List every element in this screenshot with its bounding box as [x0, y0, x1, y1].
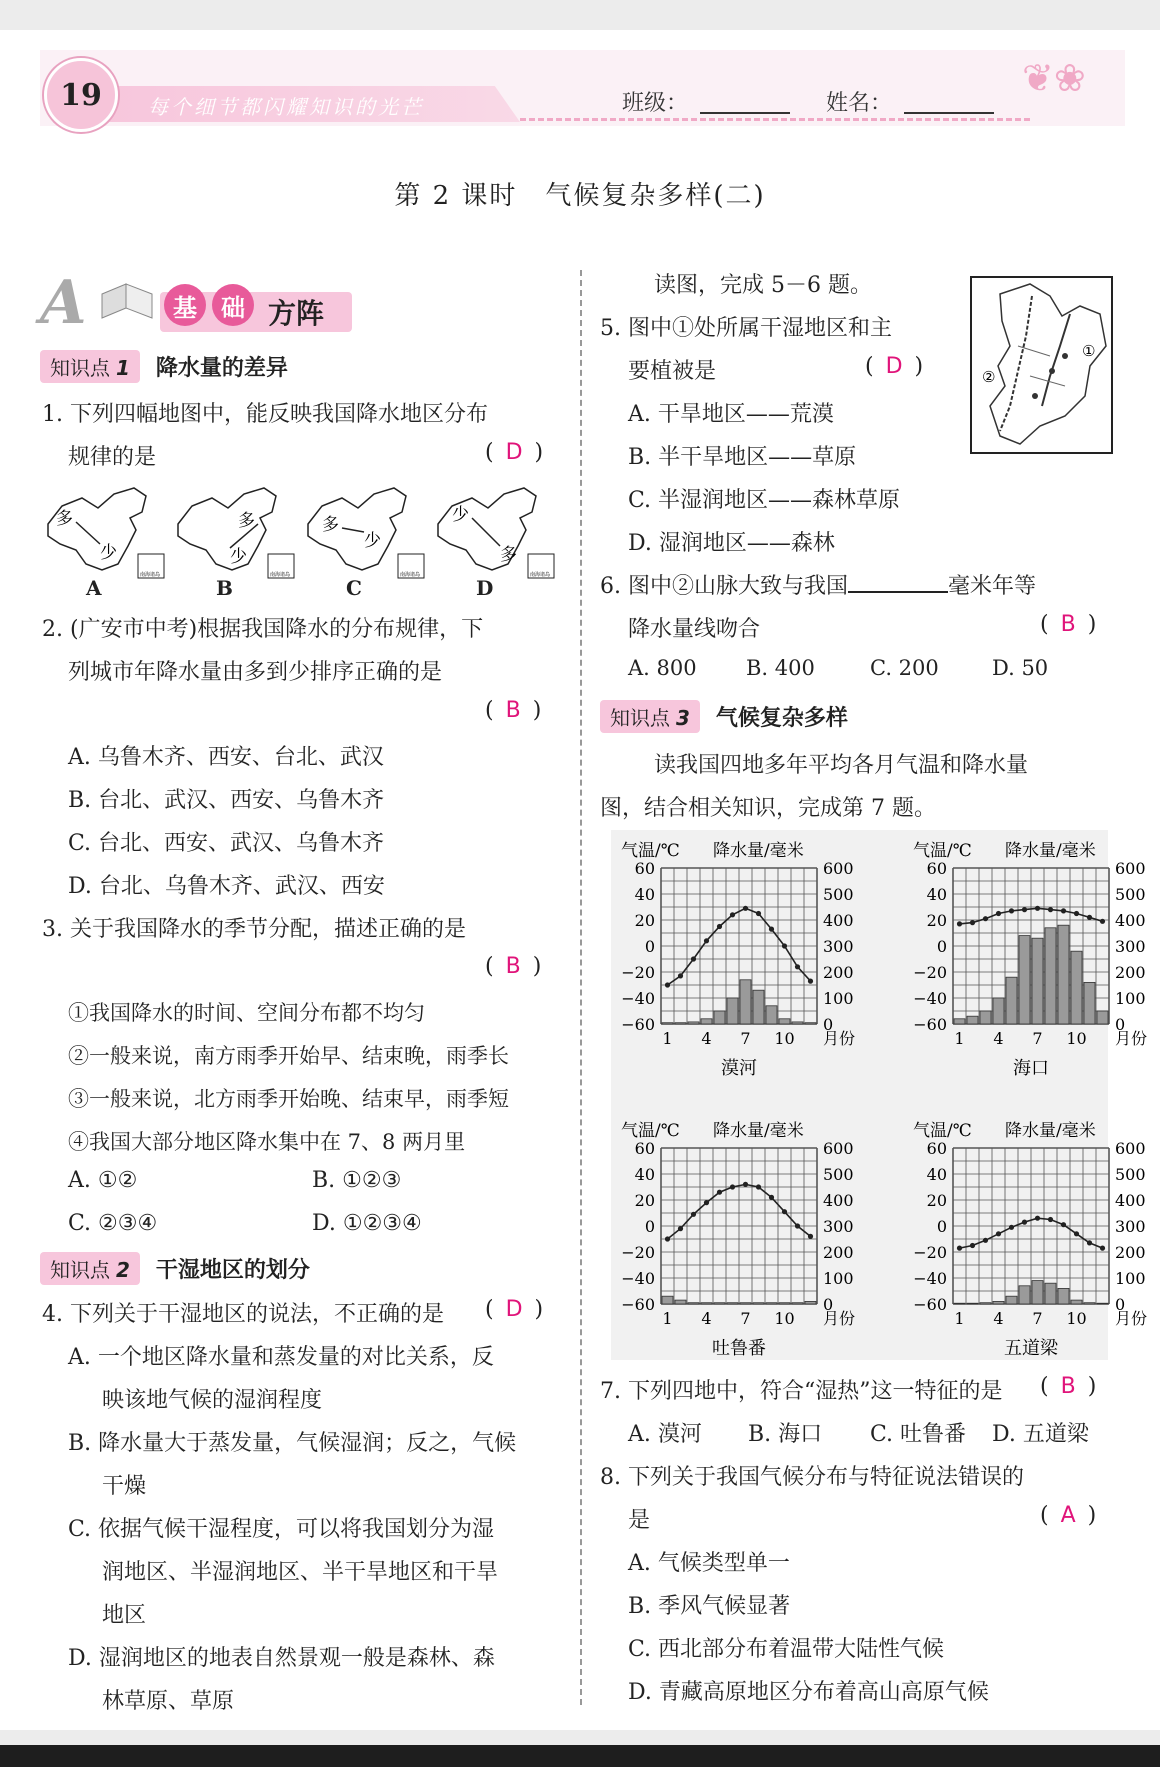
temperature-axis-title: 气温/℃ — [913, 841, 972, 861]
temperature-tick-label: −40 — [913, 1269, 947, 1288]
q1-map-label: D — [476, 576, 494, 600]
precipitation-bar — [1032, 938, 1043, 1024]
temperature-point — [730, 912, 735, 917]
precipitation-tick-label: 500 — [823, 1165, 854, 1184]
temperature-point — [983, 916, 988, 921]
q5-stem-2: 要植被是 — [628, 359, 717, 384]
q2-option-d: D. 台北、乌鲁木齐、武汉、西安 — [68, 874, 385, 899]
temperature-point — [717, 1190, 722, 1195]
month-tick-label: 7 — [740, 1309, 751, 1328]
q3-answer-value: B — [505, 954, 521, 979]
temperature-point — [957, 1246, 962, 1251]
precipitation-tick-label: 400 — [1115, 1191, 1146, 1210]
temperature-tick-label: −20 — [913, 963, 947, 982]
month-tick-label: 10 — [1066, 1309, 1087, 1328]
temperature-point — [1087, 1240, 1092, 1245]
q4-option-d: D. 湿润地区的地表自然景观一般是森林、森 — [68, 1646, 495, 1671]
q4-option-b: B. 降水量大于蒸发量，气候湿润；反之，气候 — [68, 1431, 517, 1456]
header-slogan: 每个细节都闪耀知识的光芒 — [148, 95, 424, 119]
q3-answer: ( B ) — [485, 954, 542, 979]
q3-statement-4: ④我国大部分地区降水集中在 7、8 两月里 — [68, 1130, 466, 1154]
q1-stem: 1. 下列四幅地图中，能反映我国降水地区分布 — [42, 402, 488, 427]
q2-answer: ( B ) — [485, 698, 542, 723]
temperature-point — [769, 1195, 774, 1200]
map-mark-1: ① — [1082, 342, 1096, 360]
precipitation-tick-label: 400 — [823, 911, 854, 930]
temperature-point — [743, 906, 748, 911]
q2-stem-2: 列城市年降水量由多到少排序正确的是 — [68, 660, 443, 685]
kp-tag-text: 知识点 — [50, 355, 110, 380]
chart-title: 五道梁 — [1004, 1338, 1058, 1359]
q3-statement-3: ③一般来说，北方雨季开始晚、结束早，雨季短 — [68, 1087, 509, 1111]
q1-answer: ( D ) — [485, 440, 544, 465]
precipitation-bar — [1084, 1303, 1095, 1304]
temperature-axis-title: 气温/℃ — [621, 841, 680, 861]
q1-stem-2: 规律的是 — [68, 445, 157, 470]
q8-option-a: A. 气候类型单一 — [628, 1551, 790, 1576]
precipitation-tick-label: 400 — [823, 1191, 854, 1210]
temperature-point — [996, 911, 1001, 916]
precipitation-bar — [675, 1300, 686, 1304]
q4-answer: ( D ) — [485, 1297, 544, 1322]
temperature-point — [1022, 907, 1027, 912]
temperature-tick-label: 0 — [936, 1217, 947, 1236]
precipitation-tick-label: 100 — [823, 989, 854, 1008]
precipitation-tick-label: 100 — [1115, 989, 1146, 1008]
q7-intro-2: 图，结合相关知识，完成第 7 题。 — [600, 796, 936, 821]
month-tick-label: 4 — [701, 1309, 712, 1328]
precipitation-bar — [967, 1303, 978, 1304]
chart-title: 漠河 — [721, 1058, 757, 1079]
q5-option-b: B. 半干旱地区——草原 — [628, 445, 857, 470]
precipitation-bar — [662, 1023, 673, 1024]
temperature-point — [665, 1236, 670, 1241]
temperature-point — [1048, 1217, 1053, 1222]
temperature-point — [970, 1243, 975, 1248]
map-text-start: 多 — [322, 515, 339, 535]
temperature-point — [756, 911, 761, 916]
q4-option-c-cont: 润地区、半湿润地区、半干旱地区和干旱 — [102, 1560, 499, 1585]
temperature-tick-label: −60 — [913, 1015, 947, 1034]
month-tick-label: 7 — [1032, 1029, 1043, 1048]
temperature-tick-label: −20 — [621, 963, 655, 982]
q6-stem-b: 毫米年等 — [947, 574, 1036, 599]
precipitation-tick-label: 0 — [1115, 1295, 1126, 1314]
precipitation-bar — [740, 980, 751, 1024]
precipitation-bar — [675, 1023, 686, 1024]
precipitation-bar — [727, 1303, 738, 1304]
temperature-point — [1074, 911, 1079, 916]
q1-map-label: C — [346, 576, 362, 600]
temperature-point — [1087, 915, 1092, 920]
precipitation-tick-label: 0 — [823, 1295, 834, 1314]
temperature-tick-label: 20 — [634, 1191, 655, 1210]
q4-stem: 4. 下列关于干湿地区的说法，不正确的是 — [42, 1302, 444, 1327]
precipitation-tick-label: 400 — [1115, 911, 1146, 930]
precipitation-bar — [1019, 936, 1030, 1024]
kp-title: 干湿地区的划分 — [155, 1257, 310, 1283]
month-tick-label: 7 — [1032, 1309, 1043, 1328]
q4-option-a: A. 一个地区降水量和蒸发量的对比关系，反 — [68, 1345, 494, 1370]
q6-answer: ( B ) — [1040, 612, 1097, 637]
temperature-tick-label: 40 — [926, 885, 947, 904]
precipitation-bar — [980, 1303, 991, 1304]
precipitation-bar — [779, 1019, 790, 1024]
q5-option-d: D. 湿润地区——森林 — [628, 531, 835, 556]
precipitation-tick-label: 0 — [1115, 1015, 1126, 1034]
inset-label: 南海诸岛 — [530, 572, 551, 578]
temperature-tick-label: 0 — [644, 937, 655, 956]
temperature-point — [1035, 1216, 1040, 1221]
precipitation-bar — [1006, 977, 1017, 1024]
temperature-point — [1035, 906, 1040, 911]
kp-tag-text: 知识点 — [50, 1257, 110, 1282]
chart-title: 海口 — [1013, 1058, 1049, 1079]
q7-answer: ( B ) — [1040, 1374, 1097, 1399]
map-text-end: 少 — [230, 547, 247, 567]
q4-option-a-cont: 映该地气候的湿润程度 — [102, 1388, 323, 1413]
kp-num: 1 — [116, 355, 130, 380]
temperature-tick-label: −40 — [621, 989, 655, 1008]
temperature-tick-label: 0 — [644, 1217, 655, 1236]
map-text-start: 多 — [56, 509, 73, 529]
temperature-point — [1048, 907, 1053, 912]
precipitation-bar — [1006, 1296, 1017, 1304]
q7-option-d: D. 五道梁 — [992, 1422, 1089, 1447]
q5-option-a: A. 干旱地区——荒漠 — [628, 402, 834, 427]
precipitation-bar — [1058, 925, 1069, 1024]
page-number-badge: 19 — [44, 58, 118, 132]
q2-answer-value: B — [505, 698, 521, 723]
temperature-point — [1100, 919, 1105, 924]
precipitation-axis-title: 降水量/毫米 — [1005, 841, 1096, 861]
q7-option-a: A. 漠河 — [628, 1422, 702, 1447]
precipitation-tick-label: 600 — [823, 859, 854, 878]
logo-char-2: 础 — [212, 284, 254, 326]
q4-option-d-cont: 林草原、草原 — [102, 1689, 235, 1714]
precipitation-tick-label: 0 — [823, 1015, 834, 1034]
q8-option-d: D. 青藏高原地区分布着高山高原气候 — [628, 1680, 989, 1705]
temperature-point — [717, 924, 722, 929]
precipitation-tick-label: 500 — [1115, 1165, 1146, 1184]
q6-option-b: B. 400 — [746, 656, 815, 680]
kp-title: 气候复杂多样 — [715, 705, 848, 731]
q8-answer-value: A — [1060, 1503, 1076, 1528]
precipitation-tick-label: 200 — [823, 1243, 854, 1262]
logo-char-1: 基 — [164, 284, 206, 326]
temperature-point — [957, 921, 962, 926]
precipitation-bar — [662, 1296, 673, 1304]
temperature-tick-label: −20 — [621, 1243, 655, 1262]
precipitation-bar — [701, 1019, 712, 1024]
inset-label: 南海诸岛 — [140, 572, 161, 578]
precipitation-bar — [980, 1011, 991, 1024]
q7-option-b: B. 海口 — [748, 1422, 823, 1447]
q7-stem: 7. 下列四地中，符合“湿热”这一特征的是 — [600, 1379, 1003, 1404]
q3-statement-1: ①我国降水的时间、空间分布都不均匀 — [68, 1001, 425, 1025]
precipitation-tick-label: 600 — [1115, 1139, 1146, 1158]
map-text-end: 少 — [364, 531, 381, 551]
temperature-point — [996, 1231, 1001, 1236]
q6-stem-a: 6. 图中②山脉大致与我国 — [600, 574, 848, 599]
x-axis-label: 月份 — [823, 1029, 856, 1048]
temperature-point — [795, 1223, 800, 1228]
precipitation-axis-title: 降水量/毫米 — [713, 841, 804, 861]
q8-option-b: B. 季风气候显著 — [628, 1594, 791, 1619]
temperature-point — [1009, 1225, 1014, 1230]
q5-answer-value: D — [885, 354, 903, 379]
precipitation-bar — [1032, 1281, 1043, 1304]
q2-stem: 2. (广安市中考)根据我国降水的分布规律，下 — [42, 617, 484, 642]
temperature-point — [1061, 1222, 1066, 1227]
temperature-tick-label: 40 — [634, 1165, 655, 1184]
precipitation-tick-label: 100 — [823, 1269, 854, 1288]
precipitation-tick-label: 600 — [1115, 859, 1146, 878]
precipitation-bar — [792, 1303, 803, 1304]
month-tick-label: 4 — [701, 1029, 712, 1048]
q3-statement-2: ②一般来说，南方雨季开始早、结束晚，雨季长 — [68, 1044, 509, 1068]
q2-option-c: C. 台北、西安、武汉、乌鲁木齐 — [68, 831, 385, 856]
logo-letter: A — [40, 268, 87, 338]
q5-option-c: C. 半湿润地区——森林草原 — [628, 488, 901, 513]
q3-option-c: C. ②③④ — [68, 1211, 158, 1236]
q5-intro: 读图，完成 5－6 题。 — [654, 273, 872, 298]
flourish-ornament-icon: ❦❀ — [1022, 56, 1086, 100]
q7-answer-value: B — [1060, 1374, 1076, 1399]
precipitation-bar — [1045, 1283, 1056, 1304]
q6-answer-value: B — [1060, 612, 1076, 637]
precipitation-tick-label: 100 — [1115, 1269, 1146, 1288]
map-text-end: 多 — [500, 545, 517, 565]
precipitation-tick-label: 300 — [823, 937, 854, 956]
precipitation-bar — [993, 998, 1004, 1024]
q7-option-c: C. 吐鲁番 — [870, 1422, 967, 1447]
precipitation-bar — [727, 998, 738, 1024]
map-mark-2: ② — [982, 368, 996, 386]
month-tick-label: 1 — [954, 1029, 965, 1048]
month-tick-label: 7 — [740, 1029, 751, 1048]
q2-option-a: A. 乌鲁木齐、西安、台北、武汉 — [68, 745, 384, 770]
temperature-point — [743, 1182, 748, 1187]
precipitation-bar — [967, 1016, 978, 1024]
temperature-point — [808, 979, 813, 984]
q6-option-d: D. 50 — [992, 656, 1049, 680]
temperature-tick-label: 60 — [926, 859, 947, 878]
temperature-tick-label: 40 — [634, 885, 655, 904]
month-tick-label: 1 — [954, 1309, 965, 1328]
temperature-point — [769, 927, 774, 932]
q2-option-b: B. 台北、武汉、西安、乌鲁木齐 — [68, 788, 385, 813]
precipitation-bar — [805, 1301, 816, 1304]
precipitation-bar — [792, 1022, 803, 1024]
temperature-point — [691, 956, 696, 961]
precipitation-tick-label: 600 — [823, 1139, 854, 1158]
precipitation-tick-label: 200 — [1115, 963, 1146, 982]
precipitation-bar — [993, 1301, 1004, 1304]
temperature-tick-label: −60 — [621, 1295, 655, 1314]
precipitation-bar — [688, 1303, 699, 1304]
precipitation-tick-label: 200 — [823, 963, 854, 982]
q3-option-d: D. ①②③④ — [312, 1211, 422, 1236]
q3-option-a: A. ①② — [68, 1168, 138, 1193]
precipitation-bar — [1097, 1303, 1108, 1304]
temperature-point — [1022, 1220, 1027, 1225]
month-tick-label: 4 — [993, 1309, 1004, 1328]
precipitation-bar — [701, 1303, 712, 1304]
q5-answer: ( D ) — [865, 354, 924, 379]
q8-stem-2: 是 — [628, 1508, 651, 1533]
month-tick-label: 10 — [774, 1029, 795, 1048]
x-axis-label: 月份 — [1115, 1309, 1148, 1328]
q6-option-a: A. 800 — [628, 656, 697, 680]
precipitation-bar — [1097, 1011, 1108, 1024]
q8-option-c: C. 西北部分布着温带大陆性气候 — [628, 1637, 945, 1662]
precipitation-bar — [740, 1303, 751, 1304]
precipitation-bar — [1071, 951, 1082, 1024]
temperature-point — [704, 1200, 709, 1205]
temperature-point — [782, 943, 787, 948]
temperature-point — [665, 982, 670, 987]
x-axis-label: 月份 — [1115, 1029, 1148, 1048]
precipitation-bar — [688, 1022, 699, 1024]
class-label: 班级： — [622, 91, 689, 116]
precipitation-bar — [753, 990, 764, 1024]
precipitation-bar — [1071, 1300, 1082, 1304]
q6-option-c: C. 200 — [870, 656, 939, 680]
temperature-point — [678, 973, 683, 978]
kp-title: 降水量的差异 — [155, 355, 288, 381]
temperature-point — [795, 964, 800, 969]
q4-option-c: C. 依据气候干湿程度，可以将我国划分为湿 — [68, 1517, 495, 1542]
precipitation-bar — [1058, 1288, 1069, 1304]
q8-stem: 8. 下列关于我国气候分布与特征说法错误的 — [600, 1465, 1024, 1490]
q1-map-label: B — [216, 576, 233, 600]
temperature-point — [704, 938, 709, 943]
precipitation-bar — [1084, 982, 1095, 1024]
q4-option-b-cont: 干燥 — [102, 1474, 147, 1499]
q1-map-label: A — [86, 576, 102, 600]
temperature-point — [691, 1212, 696, 1217]
temperature-tick-label: 60 — [926, 1139, 947, 1158]
x-axis-label: 月份 — [823, 1309, 856, 1328]
temperature-tick-label: −60 — [913, 1295, 947, 1314]
kp-num: 3 — [676, 705, 690, 730]
precipitation-bar — [714, 1303, 725, 1304]
temperature-point — [1074, 1231, 1079, 1236]
precipitation-bar — [954, 1303, 965, 1304]
precipitation-bar — [779, 1303, 790, 1304]
temperature-point — [1061, 908, 1066, 913]
precipitation-axis-title: 降水量/毫米 — [713, 1121, 804, 1141]
q6-stem-2: 降水量线吻合 — [628, 617, 761, 642]
kp-tag-text: 知识点 — [610, 705, 670, 730]
q4-answer-value: D — [505, 1297, 523, 1322]
temperature-point — [808, 1234, 813, 1239]
precipitation-tick-label: 200 — [1115, 1243, 1146, 1262]
temperature-axis-title: 气温/℃ — [621, 1121, 680, 1141]
inset-label: 南海诸岛 — [270, 572, 291, 578]
temperature-point — [678, 1226, 683, 1231]
temperature-point — [1009, 908, 1014, 913]
map-text-start: 多 — [238, 511, 255, 531]
temperature-tick-label: 20 — [926, 911, 947, 930]
precipitation-bar — [1045, 928, 1056, 1024]
temperature-tick-label: −60 — [621, 1015, 655, 1034]
q5-stem: 5. 图中①处所属干湿地区和主 — [600, 316, 892, 341]
logo-tail: 方阵 — [268, 297, 325, 330]
temperature-point — [1100, 1246, 1105, 1251]
temperature-tick-label: 0 — [936, 937, 947, 956]
kp-num: 2 — [116, 1257, 130, 1282]
temperature-point — [782, 1209, 787, 1214]
precipitation-bar — [766, 1006, 777, 1024]
q3-stem: 3. 关于我国降水的季节分配，描述正确的是 — [42, 917, 466, 942]
temperature-tick-label: 60 — [634, 1139, 655, 1158]
precipitation-bar — [1019, 1286, 1030, 1304]
temperature-tick-label: −20 — [913, 1243, 947, 1262]
precipitation-axis-title: 降水量/毫米 — [1005, 1121, 1096, 1141]
precipitation-bar — [766, 1303, 777, 1304]
month-tick-label: 1 — [662, 1309, 673, 1328]
month-tick-label: 4 — [993, 1029, 1004, 1048]
month-tick-label: 10 — [1066, 1029, 1087, 1048]
temperature-point — [730, 1184, 735, 1189]
map-text-end: 少 — [100, 543, 117, 563]
precipitation-tick-label: 300 — [1115, 1217, 1146, 1236]
temperature-tick-label: 60 — [634, 859, 655, 878]
precipitation-tick-label: 500 — [823, 885, 854, 904]
temperature-point — [756, 1184, 761, 1189]
map-text-start: 少 — [452, 505, 469, 525]
q8-answer: ( A ) — [1040, 1503, 1097, 1528]
month-tick-label: 1 — [662, 1029, 673, 1048]
q7-intro: 读我国四地多年平均各月气温和降水量 — [654, 753, 1029, 778]
temperature-tick-label: 40 — [926, 1165, 947, 1184]
q3-option-b: B. ①②③ — [312, 1168, 402, 1193]
precipitation-bar — [805, 1023, 816, 1024]
lesson-title: 第 2 课时 气候复杂多样(二) — [394, 181, 766, 211]
temperature-point — [983, 1238, 988, 1243]
precipitation-bar — [954, 1019, 965, 1024]
precipitation-bar — [714, 1011, 725, 1024]
inset-label: 南海诸岛 — [400, 572, 421, 578]
temperature-axis-title: 气温/℃ — [913, 1121, 972, 1141]
month-tick-label: 10 — [774, 1309, 795, 1328]
temperature-tick-label: −40 — [621, 1269, 655, 1288]
q4-option-c-cont2: 地区 — [102, 1603, 147, 1628]
precipitation-bar — [753, 1303, 764, 1304]
chart-title: 吐鲁番 — [712, 1338, 766, 1359]
temperature-tick-label: −40 — [913, 989, 947, 1008]
temperature-tick-label: 20 — [926, 1191, 947, 1210]
name-label: 姓名： — [826, 91, 893, 116]
temperature-tick-label: 20 — [634, 911, 655, 930]
precipitation-tick-label: 300 — [1115, 937, 1146, 956]
precipitation-tick-label: 300 — [823, 1217, 854, 1236]
precipitation-tick-label: 500 — [1115, 885, 1146, 904]
temperature-point — [970, 920, 975, 925]
q1-answer-value: D — [505, 440, 523, 465]
